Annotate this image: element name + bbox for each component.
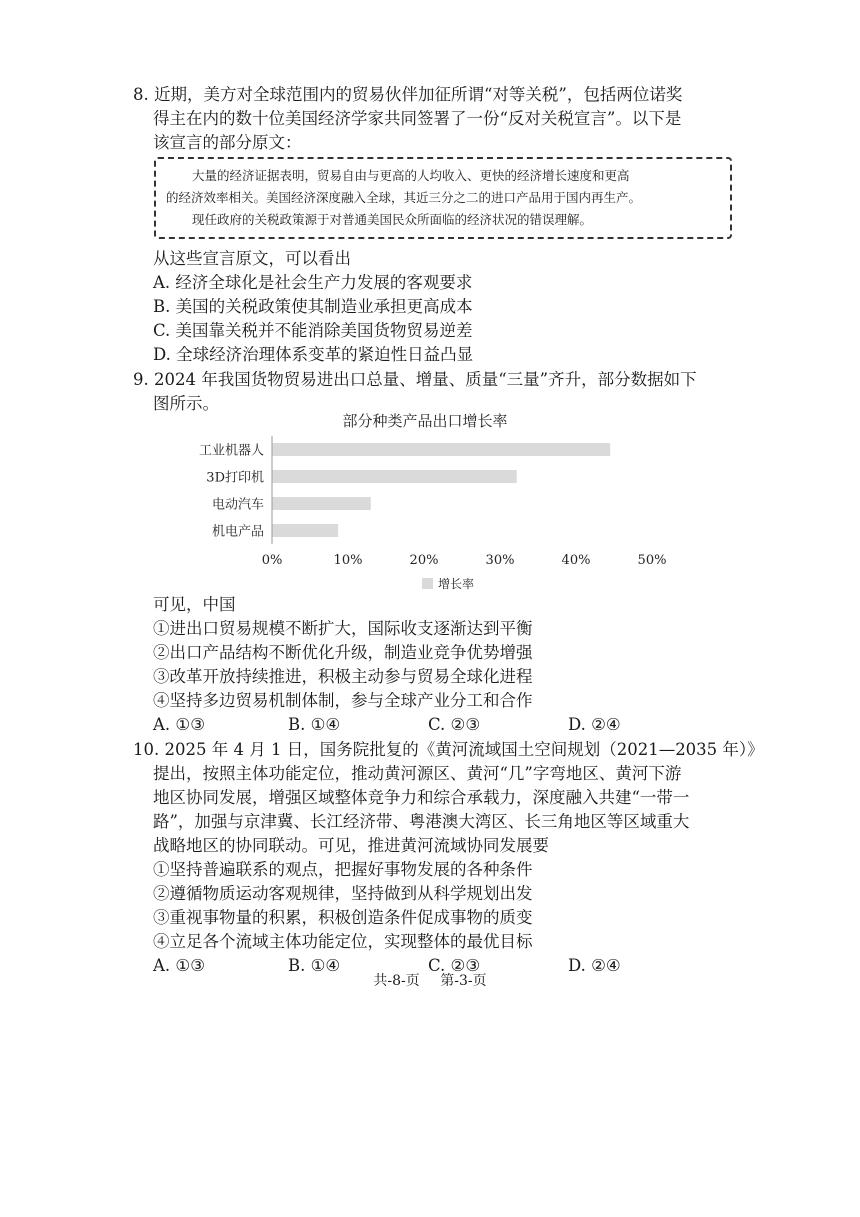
q8-option-a[interactable]: A. 经济全球化是社会生产力发展的客观要求 <box>153 273 473 292</box>
q10-line: 提出，按照主体功能定位，推动黄河源区、黄河“几”字弯地区、黄河下游 <box>153 764 682 783</box>
chart-legend <box>422 576 474 591</box>
x-tick-label: 30% <box>485 553 515 568</box>
q9-statement-4: ④坚持多边贸易机制体制，参与全球产业分工和合作 <box>153 691 533 710</box>
chart-category-labels <box>199 443 264 540</box>
question-8 <box>133 83 743 155</box>
question-9-body <box>133 593 743 737</box>
legend-swatch <box>422 578 433 589</box>
q8-stem: 从这些宣言原文，可以看出 <box>153 249 351 268</box>
footer-total-pages: 共-8-页 <box>373 973 420 989</box>
q10-statement-1: ①坚持普遍联系的观点，把握好事物发展的各种条件 <box>153 860 533 879</box>
quote-line: 现任政府的关税政策源于对普通美国民众所面临的经济状况的错误理解。 <box>192 212 593 227</box>
export-growth-chart <box>180 408 680 598</box>
x-tick-label: 20% <box>409 553 439 568</box>
q9-stem: 可见，中国 <box>153 595 236 614</box>
category-label: 机电产品 <box>211 524 264 540</box>
q8-line: 得主在内的数十位美国经济学家共同签署了一份“反对关税宣言”。以下是 <box>153 109 682 128</box>
q10-choice-c[interactable]: C. ②③ <box>428 956 481 975</box>
q9-choice-d[interactable]: D. ②④ <box>568 715 621 734</box>
page-footer <box>0 970 860 990</box>
q9-line: 图所示。 <box>153 394 219 413</box>
x-tick-label: 0% <box>261 553 283 568</box>
chart-title: 部分种类产品出口增长率 <box>342 412 508 430</box>
footer-current-page: 第-3-页 <box>440 973 487 989</box>
q9-choice-c[interactable]: C. ②③ <box>428 715 481 734</box>
q9-statement-2: ②出口产品结构不断优化升级，制造业竞争优势增强 <box>153 643 533 662</box>
q10-choice-a[interactable]: A. ①③ <box>153 956 205 975</box>
chart-x-tick-labels <box>262 553 667 568</box>
bar-2 <box>272 497 371 510</box>
q10-choice-d[interactable]: D. ②④ <box>568 956 621 975</box>
q8-option-d[interactable]: D. 全球经济治理体系变革的紧迫性日益凸显 <box>153 345 474 364</box>
category-label: 电动汽车 <box>211 497 264 513</box>
q9-statement-3: ③改革开放持续推进，积极主动参与贸易全球化进程 <box>153 667 533 686</box>
q8-option-c[interactable]: C. 美国靠关税并不能消除美国货物贸易逆差 <box>153 321 473 340</box>
category-label: 工业机器人 <box>198 443 264 459</box>
bar-1 <box>272 470 517 483</box>
q10-statement-4: ④立足各个流域主体功能定位，实现整体的最优目标 <box>153 932 533 951</box>
q8-line: 8. 近期，美方对全球范围内的贸易伙伴加征所谓“对等关税”，包括两位诺奖 <box>133 85 683 104</box>
q9-line: 9. 2024 年我国货物贸易进出口总量、增量、质量“三量”齐升，部分数据如下 <box>133 370 697 389</box>
bar-0 <box>272 443 610 456</box>
chart-bars <box>272 443 610 537</box>
q10-line: 路”，加强与京津冀、长江经济带、粤港澳大湾区、长三角地区等区域重大 <box>153 812 690 831</box>
q8-option-b[interactable]: B. 美国的关税政策使其制造业承担更高成本 <box>153 297 473 316</box>
q9-choice-a[interactable]: A. ①③ <box>153 715 205 734</box>
q9-statement-1: ①进出口贸易规模不断扩大，国际收支逐渐达到平衡 <box>153 619 533 638</box>
q8-line: 该宣言的部分原文： <box>153 133 302 152</box>
x-tick-label: 50% <box>637 553 667 568</box>
question-8-options <box>133 247 743 367</box>
question-10 <box>133 738 764 978</box>
q10-line: 地区协同发展，增强区域整体竞争力和综合承载力，深度融入共建“一带一 <box>153 788 690 807</box>
quote-line: 大量的经济证据表明，贸易自由与更高的人均收入、更快的经济增长速度和更高 <box>192 168 630 183</box>
q10-statement-2: ②遵循物质运动客观规律，坚持做到从科学规划出发 <box>153 884 533 903</box>
declaration-quote-box <box>154 157 732 239</box>
category-label: 3D打印机 <box>206 470 264 486</box>
q10-line: 10. 2025 年 4 月 1 日，国务院批复的《黄河流域国土空间规划（2021—2035 年）》 <box>133 740 764 759</box>
x-tick-label: 10% <box>333 553 363 568</box>
x-tick-label: 40% <box>561 553 591 568</box>
bar-3 <box>272 524 338 537</box>
q9-choice-b[interactable]: B. ①④ <box>288 715 341 734</box>
q10-line: 战略地区的协同联动。可见，推进黄河流域协同发展要 <box>153 836 549 855</box>
quote-line: 的经济效率相关。美国经济深度融入全球，其近三分之二的进口产品用于国内再生产。 <box>166 190 642 205</box>
q10-choice-b[interactable]: B. ①④ <box>288 956 341 975</box>
q10-statement-3: ③重视事物量的积累，积极创造条件促成事物的质变 <box>153 908 533 927</box>
legend-label: 增长率 <box>438 577 475 591</box>
q9-choices <box>133 713 743 737</box>
